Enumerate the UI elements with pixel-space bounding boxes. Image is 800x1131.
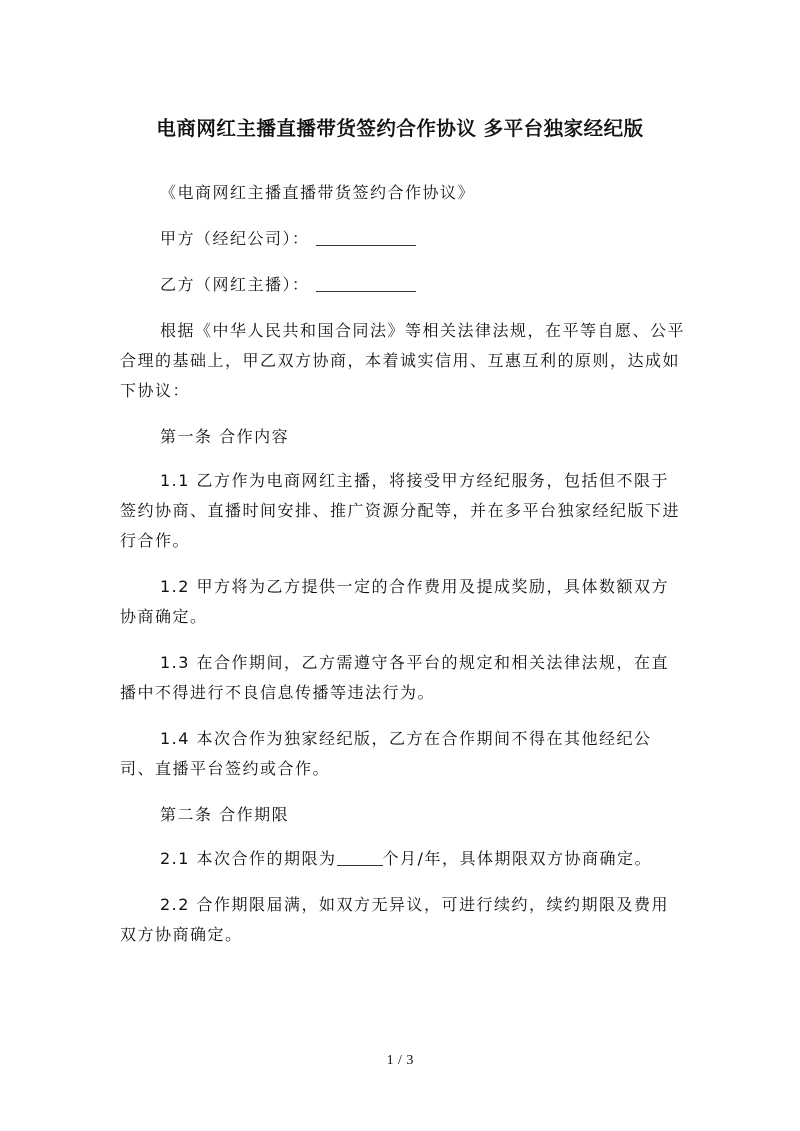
clause-2-1 xyxy=(120,844,685,874)
clause-2-1-prefix: 2.1 本次合作的期限为 xyxy=(160,849,337,868)
page-number: 1 xyxy=(386,1053,394,1068)
clause-2-2: 2.2 合作期限届满，如双方无异议，可进行续约，续约期限及费用双方协商确定。 xyxy=(120,895,670,944)
total-pages: 3 xyxy=(406,1053,414,1068)
document-heading: 《电商网红主播直播带货签约合作协议》 xyxy=(160,183,476,202)
clause-1-1: 1.1 乙方作为电商网红主播，将接受甲方经纪服务，包括但不限于签约协商、直播时间安排、推广资源分配等，并在多平台独家经纪版下进行合作。 xyxy=(120,471,681,550)
party-b-label: 乙方（网红主播）： xyxy=(160,275,310,294)
article-1-title: 第一条 合作内容 xyxy=(160,427,290,446)
party-b-blank xyxy=(316,273,416,292)
clause-2-1-suffix: 个月/年，具体期限双方协商确定。 xyxy=(382,849,652,868)
document-title: 电商网红主播直播带货签约合作协议 多平台独家经纪版 xyxy=(156,117,644,140)
document-body xyxy=(120,178,685,966)
article-2-title: 第二条 合作期限 xyxy=(160,805,290,824)
preamble-paragraph: 根据《中华人民共和国合同法》等相关法律法规，在平等自愿、公平合理的基础上，甲乙双方协商，本着诚实信用、互惠互利的原则，达成如下协议： xyxy=(120,321,686,400)
party-b-line xyxy=(120,270,685,300)
clause-1-4: 1.4 本次合作为独家经纪版，乙方在合作期间不得在其他经纪公司、直播平台签约或合作。 xyxy=(120,729,652,778)
clause-1-3: 1.3 在合作期间，乙方需遵守各平台的规定和相关法律法规，在直播中不得进行不良信息传播等违法行为。 xyxy=(120,653,670,702)
party-a-label: 甲方（经纪公司）： xyxy=(160,229,310,248)
page-separator: / xyxy=(398,1053,402,1068)
clause-1-2: 1.2 甲方将为乙方提供一定的合作费用及提成奖励，具体数额双方协商确定。 xyxy=(120,577,670,626)
party-a-blank xyxy=(316,227,416,246)
term-blank xyxy=(337,847,383,866)
page-footer xyxy=(0,1050,800,1071)
party-a-line xyxy=(120,224,685,254)
